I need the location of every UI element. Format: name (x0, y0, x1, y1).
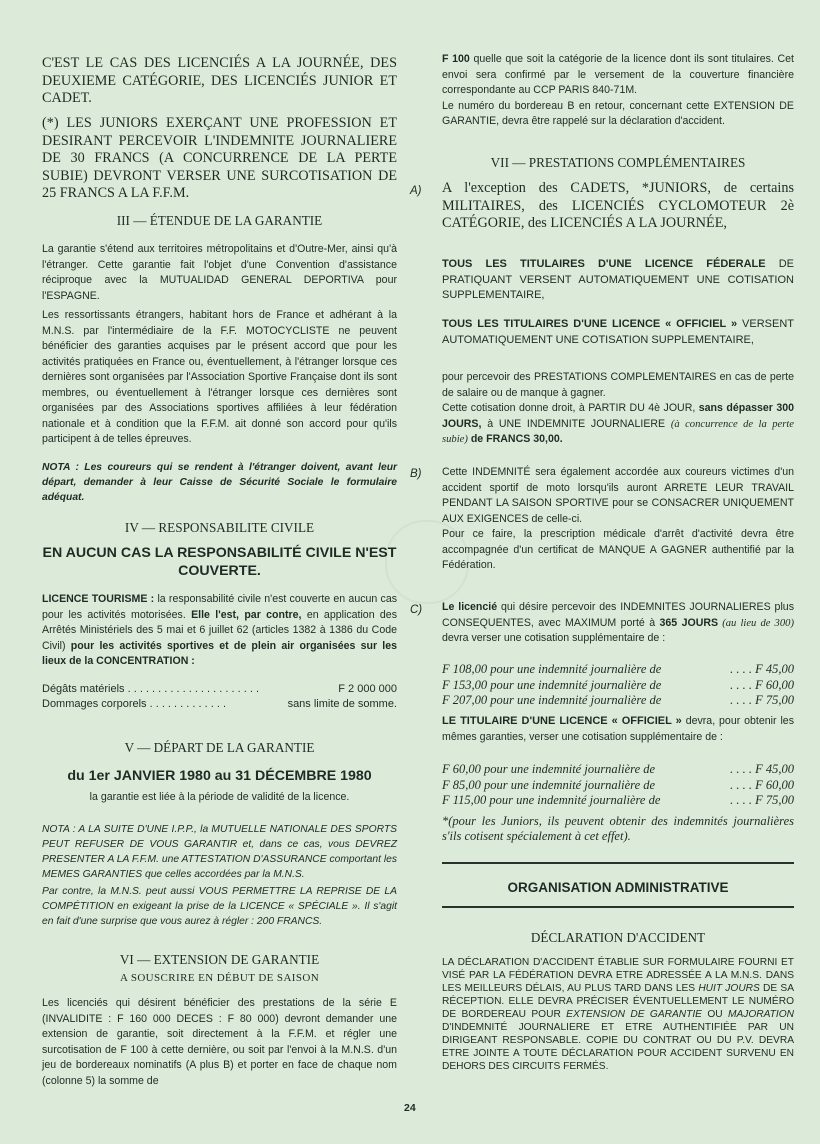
juniors-footnote: *(pour les Juniors, ils peuvent obtenir des indemnités journalières s'ils cotisent spécialement à cet effet). (442, 814, 794, 843)
official-text: VERSENT AUTOMATIQUEMENT UNE COTISATION SUPPLEMENTAIRE, (442, 318, 794, 346)
federal-holders: TOUS LES TITULAIRES D'UNE LICENCE FÉDERALE (442, 258, 766, 270)
tourism-text-3: en application des Arrêtés Ministériels des 5 mai et 6 juillet 62 (articles 1382 à 1386 du Code Civil) (42, 608, 397, 652)
indemnity-table-official (442, 762, 794, 809)
item-a-benefits (442, 370, 794, 448)
table-cell: . . . . F 60,00 (730, 777, 794, 792)
indemnity-table-licensed (442, 662, 794, 709)
extension-amount: F 100 (442, 53, 470, 65)
item-a-label: A) (410, 185, 422, 197)
item-c-text-4: (au lieu de 300) (718, 617, 794, 629)
extension-paragraph: Les licenciés qui désirent bénéficier des prestations de la série E (INVALIDITE : F 160 000 DECES : F 80 000) devront demander une extension de garantie, soit directement à la F.F.M. et régler une surcotisation de F 100 à cette dernière, ou soit par l'envoi à la M.N.S. d'un jeu de bordereaux nominatifs (A plus B) et porter en face de chaque nom (colonne 5) la somme de (42, 997, 397, 1087)
decl-text-3: DE SA RÉCEPTION. ELLE DEVRA PRÉCISER ÉVENTUELLEMENT LE NUMÉRO DE BORDEREAU POUR (442, 983, 795, 1020)
page-number: 24 (404, 1102, 416, 1114)
decl-text-4: EXTENSION DE GARANTIE (566, 1009, 702, 1020)
table-cell: . . . . F 75,00 (730, 693, 794, 707)
table-cell: . . . . F 60,00 (730, 677, 794, 692)
coverage-period: du 1er JANVIER 1980 au 31 DÉCEMBRE 1980 (67, 768, 372, 784)
benefits-text-4: à UNE INDEMNITE JOURNALIERE (481, 417, 671, 430)
table-cell: F 153,00 pour une indemnité journalière de (442, 677, 662, 692)
table-row (442, 778, 794, 794)
decl-text-2: HUIT JOURS (698, 983, 760, 994)
tourism-license-paragraph (42, 592, 397, 670)
bodily-injury-value: sans limite de somme. (287, 698, 397, 710)
federal-text: DE PRATIQUANT VERSENT AUTOMATIQUEMENT UNE COTISATION SUPPLEMENTAIRE, (442, 258, 794, 301)
territory-paragraph: La garantie s'étend aux territoires métropolitains et d'Outre-Mer, ainsi qu'à l'étranger. Cette garantie fait l'objet d'une Convention d'assistance réciproque avec la MUTUALIDAD GENERAL DEPORTIVA pour l'ESPAGNE. (42, 243, 397, 302)
item-a-official (442, 317, 794, 348)
section-vii-heading: VII — PRESTATIONS COMPLÉMENTAIRES (490, 155, 746, 170)
table-cell: F 60,00 pour une indemnité journalière de (442, 762, 656, 776)
note-ipp: NOTA : A LA SUITE D'UNE I.P.P., la MUTUELLE NATIONALE DES SPORTS PEUT REFUSER DE VOUS GARANTIR et, dans ce cas, vous DEVREZ PRESENTER A LA F.F.M. une ATTESTATION D'ASSURANCE comportant les MEMES GARANTIES que celles accordées par la M.N.S. (42, 824, 397, 880)
official-holders: TOUS LES TITULAIRES D'UNE LICENCE « OFFICIEL » (442, 318, 738, 330)
tourism-text-2: Elle l'est, par contre, (191, 608, 302, 621)
official-license-text: devra, pour obtenir les mêmes garanties, verser une cotisation supplémentaire de : (442, 715, 794, 743)
item-a-intro: A l'exception des CADETS, *JUNIORS, de certains MILITAIRES, des LICENCIÉS CYCLOMOTEUR 2è CATÉGORIE, des LICENCIÉS A LA JOURNÉE, (442, 180, 794, 231)
decl-text-1: LA DÉCLARATION D'ACCIDENT ÉTABLIE SUR FORMULAIRE FOURNI ET VISÉ PAR LA FÉDÉRATION DEVRA ETRE ADRESSÉE A LA M.N.S. DANS LES MEILLEURS DÉLAIS, AU PLUS TARD DANS LES (442, 957, 794, 994)
table-cell: . . . . F 45,00 (730, 662, 794, 676)
tourism-text-4: pour les activités sportives et de plein air organisées sur les lieux de la CONCENTRATION : (42, 639, 398, 667)
table-cell: F 207,00 pour une indemnité journalière de (442, 693, 662, 707)
tourism-text-1: la responsabilité civile n'est couverte en aucun cas pour les activités motorisées. (42, 593, 398, 621)
official-license-paragraph (442, 714, 794, 745)
civil-liability-statement: EN AUCUN CAS LA RESPONSABILITÉ CIVILE N'EST COUVERTE. (42, 545, 397, 579)
item-a-federal (442, 257, 794, 304)
section-vi-heading: VI — EXTENSION DE GARANTIE (119, 952, 320, 967)
table-cell: F 115,00 pour une indemnité journalière de (442, 793, 661, 807)
juniors-paragraph: (*) LES JUNIORS EXERÇANT UNE PROFESSION ET DESIRANT PERCEVOIR L'INDEMNITE JOURNALIERE DE 30 FRANCS (A CONCURRENCE DE LA PERTE SUBIE) DEVRONT VERSER UNE SURCOTISATION DE 25 FRANCS A LA F.F.M. (42, 115, 397, 201)
decl-text-6: MAJORATION (727, 1009, 794, 1020)
bodily-injury-row (42, 697, 397, 712)
table-row (442, 793, 794, 809)
item-b-paragraph (442, 465, 794, 574)
table-row (442, 662, 794, 678)
item-c-label: C) (410, 604, 423, 616)
decl-text-7: D'INDEMNITÉ JOURNALIERE ET ETRE AUTHENTIFIÉE PAR UN DIRIGEANT RESPONSABLE. COPIE DU CONTRAT OU DU P.V. DEVRA ETRE JOINTE A TOUTE DÉCLARATION POUR ACCIDENT SURVENU EN DEHORS DES CIRCUITS FERMÉS. (442, 1022, 794, 1072)
section-iv-heading: IV — RESPONSABILITE CIVILE (124, 520, 315, 535)
section-vi-subheading: A SOUSCRIRE EN DÉBUT DE SAISON (119, 972, 320, 984)
table-row (442, 693, 794, 709)
table-cell: . . . . F 75,00 (730, 793, 794, 807)
table-cell: . . . . F 45,00 (730, 762, 794, 776)
validity-note: la garantie est liée à la période de validité de la licence. (89, 791, 350, 803)
material-damage-label: Dégâts matériels . . . . . . . . . . . . . . . . . . . . . . (42, 683, 260, 695)
tourism-label: LICENCE TOURISME : (42, 593, 158, 605)
table-row (442, 762, 794, 778)
table-row (442, 678, 794, 694)
item-b-text-1: Cette INDEMNITÉ sera également accordée aux coureurs victimes d'un accident sportif de moto lorsqu'ils auront ARRETE LEUR TRAVAIL PENDANT LA SAISON SPORTIVE pour se CONSACRER UNIQUEMENT AUX EXIGENCES de celle-ci. (442, 466, 794, 525)
section-divider-top (442, 862, 794, 864)
item-b-text-2: Pour ce faire, la prescription médicale d'arrêt d'activité devra être accompagnée d'un certificat de MANQUE A GAGNER authentifié par la Fédération. (442, 528, 794, 571)
material-damage-value: F 2 000 000 (338, 683, 397, 695)
table-cell: F 85,00 pour une indemnité journalière de (442, 777, 656, 792)
extension-text: quelle que soit la catégorie de la licence dont ils sont titulaires. Cet envoi sera confirmé par le versement de la couverture financière correspondante au CCP PARIS 840-71M. (442, 53, 794, 96)
benefits-text-3: sans dépasser 300 JOURS, (442, 402, 795, 430)
intro-paragraph: C'EST LE CAS DES LICENCIÉS A LA JOURNÉE, DES DEUXIEME CATÉGORIE, DES LICENCIÉS JUNIOR ET CADET. (42, 55, 397, 106)
note-abroad: NOTA : Les coureurs qui se rendent à l'étranger doivent, avant leur départ, demander à leur Caisse de Sécurité Sociale le formulaire adéquat. (42, 462, 397, 503)
foreigners-paragraph: Les ressortissants étrangers, habitant hors de France et adhérant à la M.N.S. par l'intermédiaire de la F.F. MOTOCYCLISTE ne peuvent bénéficier des garanties acquises par le présent accord que pour les activités pratiquées en France ou, éventuellement, à l'étranger lorsque ces dernières sont organisées par l'Association Sportive Française dont ils sont membres, ou éventuellement à l'étranger lorsque ces dernières sont organisées par des Associations sportives affiliées à leur fédération nationale et à condition que la F.F.M. ait donné son accord pour qu'ils participent à de telles épreuves. (42, 309, 397, 445)
decl-text-5: OU (701, 1009, 728, 1020)
org-admin-heading: ORGANISATION ADMINISTRATIVE (507, 880, 729, 895)
benefits-text-5: (à concurrence de la perte subie) (442, 418, 794, 445)
table-cell: F 108,00 pour une indemnité journalière de (442, 662, 662, 676)
section-iii-heading: III — ÉTENDUE DE LA GARANTIE (116, 213, 323, 228)
bordereau-text: Le numéro du bordereau B en retour, concernant cette EXTENSION DE GARANTIE, devra être rappelé sur la déclaration d'accident. (442, 99, 794, 127)
official-license-title: LE TITULAIRE D'UNE LICENCE « OFFICIEL » (442, 715, 682, 727)
benefits-text-2: Cette cotisation donne droit, à PARTIR DU 4è JOUR, (442, 402, 699, 414)
item-c-text-1: Le licencié (442, 601, 498, 613)
benefits-text-6: de FRANCS 30,00. (467, 433, 563, 445)
item-c-text-5: devra verser une cotisation supplémentaire de : (442, 632, 666, 644)
benefits-text-1: pour percevoir des PRESTATIONS COMPLEMENTAIRES en cas de perte de salaire ou de manque à gagner. (442, 371, 794, 399)
section-divider-bottom (442, 906, 794, 908)
extension-continued-paragraph (442, 52, 794, 130)
note-resumption: Par contre, la M.N.S. peut aussi VOUS PERMETTRE LA REPRISE DE LA COMPÉTITION en exigeant la prise de la LICENCE « SPÉCIALE ». Il s'agit en fait d'une surprise que vous aurez à régler : 200 FRANCS. (42, 886, 397, 927)
section-v-heading: V — DÉPART DE LA GARANTIE (124, 740, 315, 755)
material-damage-row (42, 682, 397, 697)
item-c-text-2: qui désire percevoir des INDEMNITES JOURNALIERES plus CONSEQUENTES, avec MAXIMUM porté à (442, 601, 794, 629)
item-c-paragraph (442, 600, 794, 647)
accident-declaration-heading: DÉCLARATION D'ACCIDENT (530, 930, 706, 945)
item-c-text-3: 365 JOURS (659, 616, 719, 629)
accident-declaration-paragraph (442, 956, 794, 1073)
item-b-label: B) (410, 468, 422, 480)
bodily-injury-label: Dommages corporels . . . . . . . . . . . . . (42, 698, 226, 710)
